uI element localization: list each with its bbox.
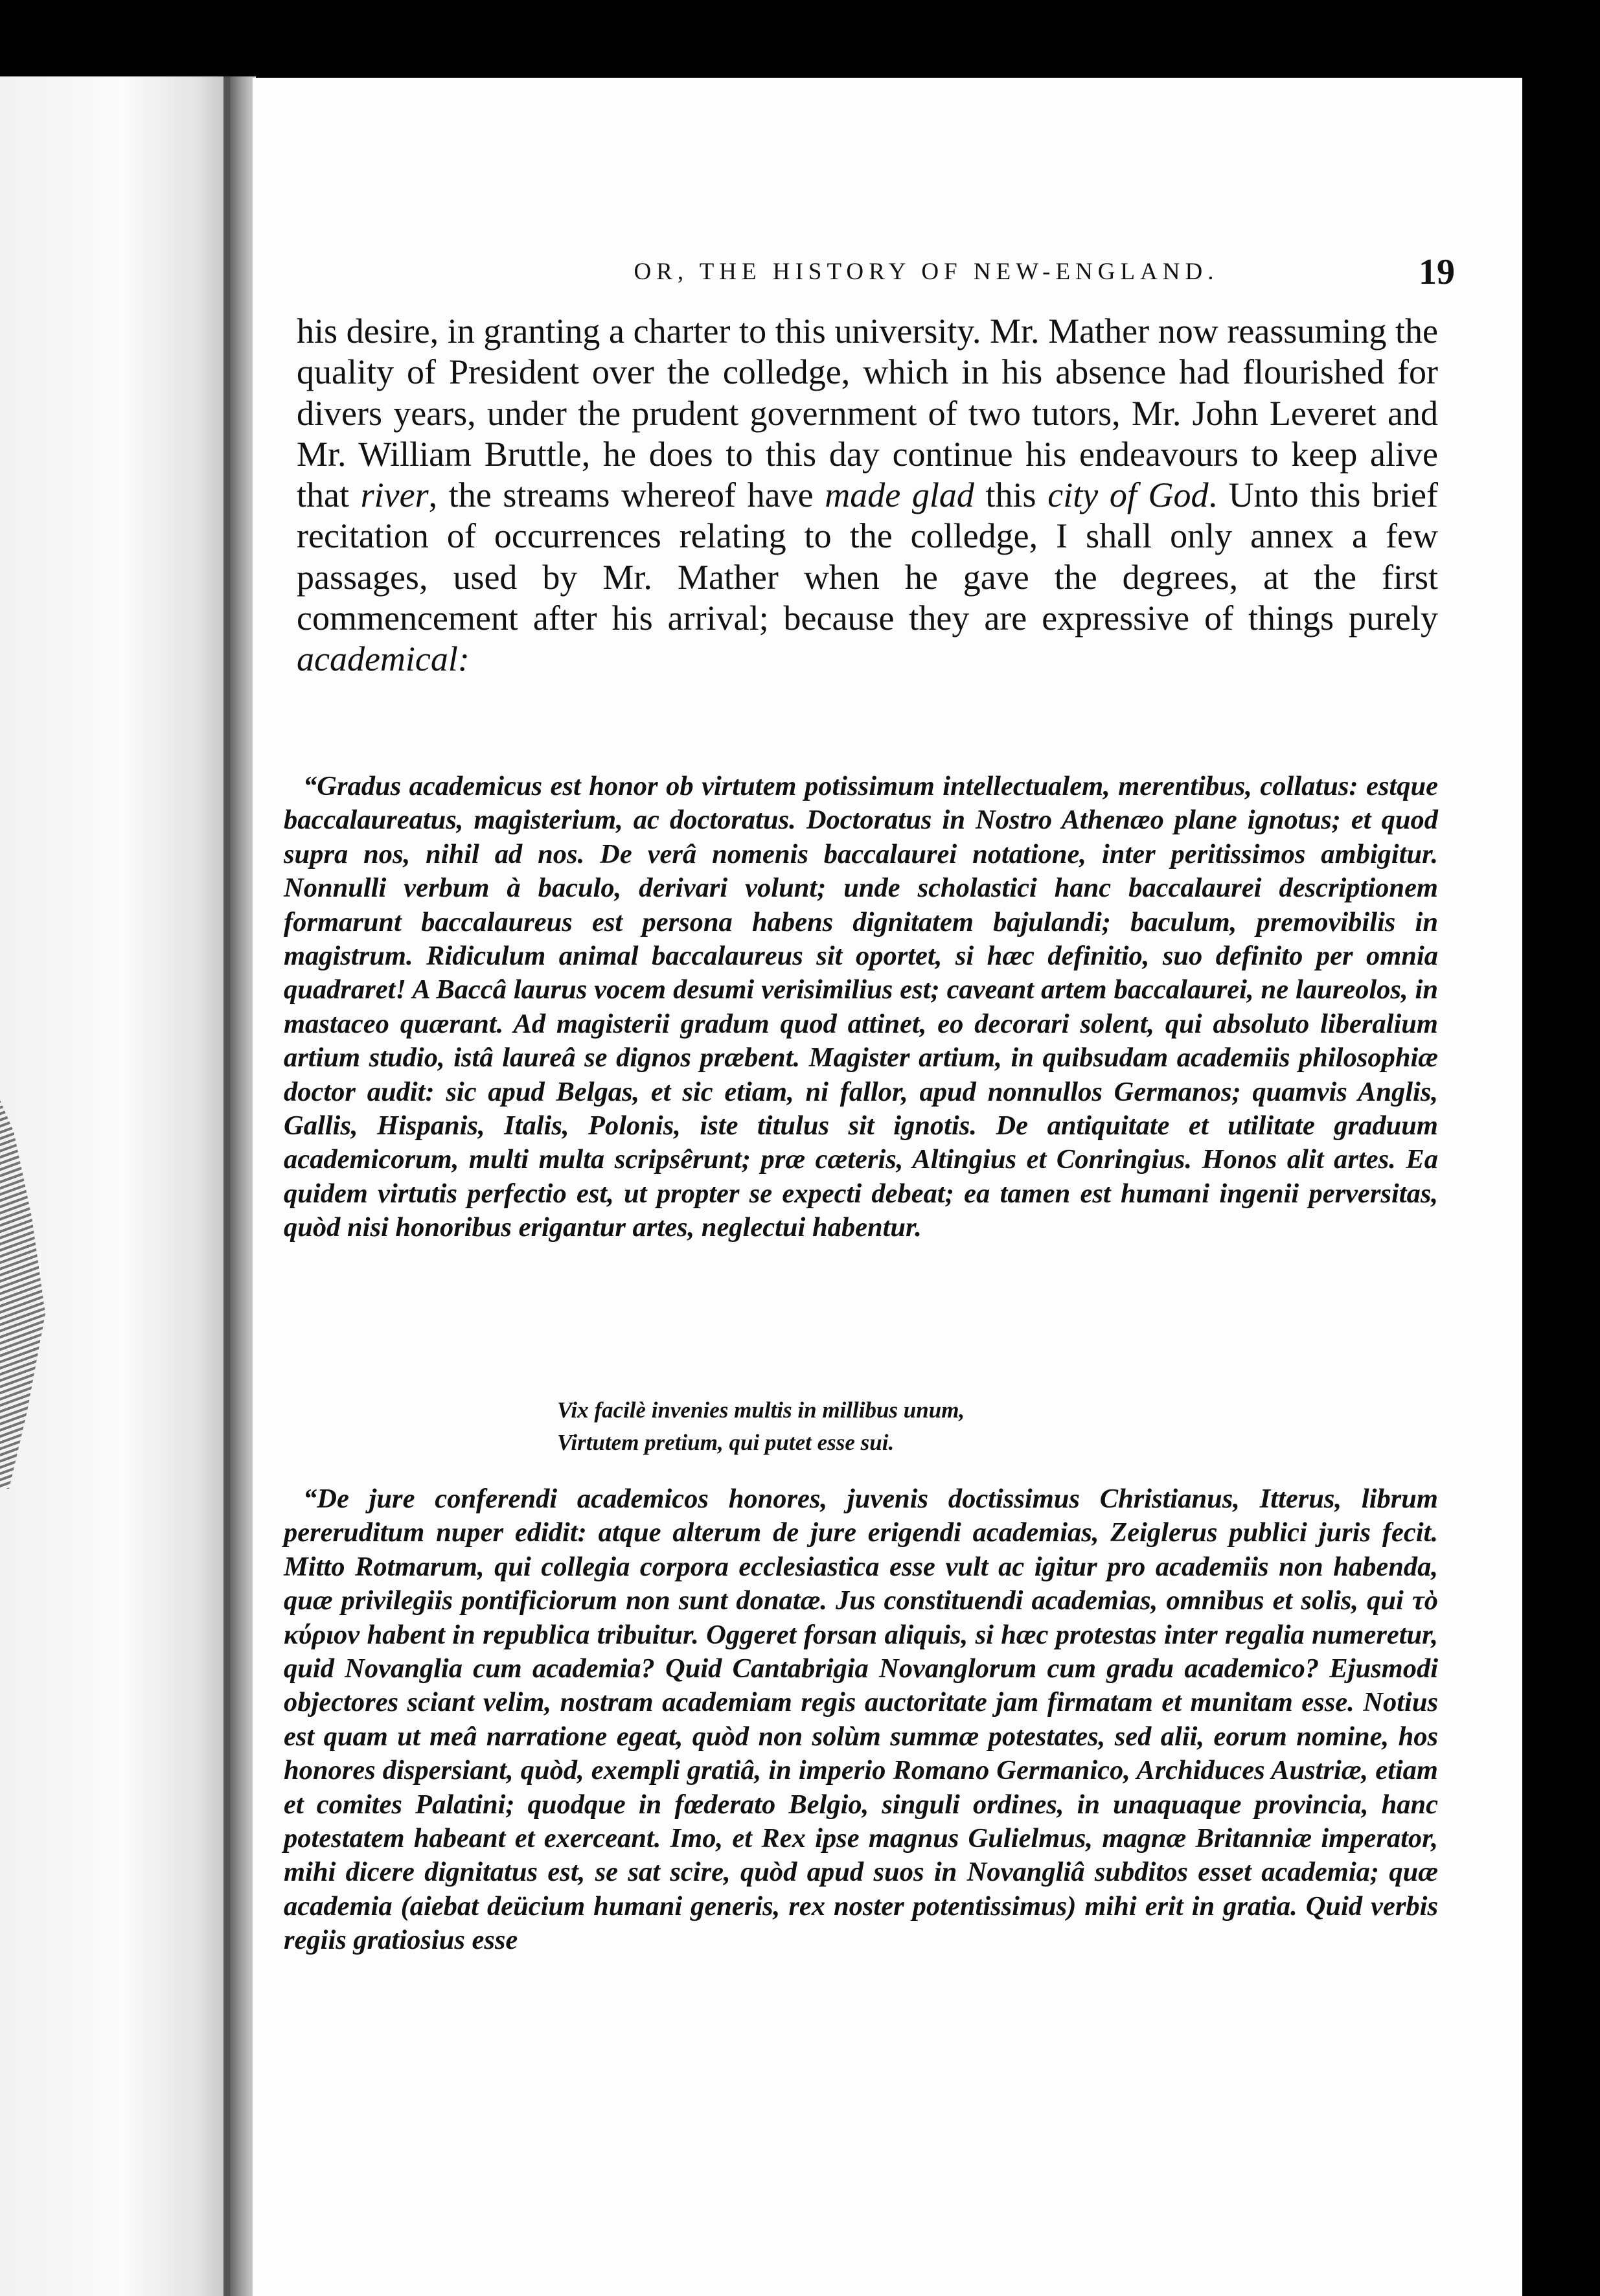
italic-made-glad: made glad bbox=[825, 476, 974, 515]
english-paragraph bbox=[297, 311, 1438, 680]
text-run: , the streams whereof have bbox=[428, 476, 825, 515]
text-run: this bbox=[974, 476, 1048, 515]
page-number: 19 bbox=[1419, 252, 1455, 292]
text-run: . Unto this brief recitation of occurrences relating to the colledge, I shall only annex a few passages, used by Mr. Mather when he gave the degrees, at the first commencement after his arrival; because they are expressive of things purely bbox=[297, 476, 1438, 638]
latin-paragraph: “Gradus academicus est honor ob virtutem potissimum intellectualem, merentibus, collatus: estque baccalaureatus, magisterium, ac doctoratus. Doctoratus in Nostro Athenæo plane ignotus; et quod supra nos, nihil ad nos. De verâ nomenis baccalaurei notatione, inter peritissimos ambigitur. Nonnulli verbum à baculo, derivari volunt; unde scholastici hanc baccalaurei descriptionem formarunt baccalaureus est persona habens dignitatem bajulandi; baculum, premovibilis in magistrum. Ridiculum animal baccalaureus sit oportet, si hæc definitio, suo definito per omnia quadraret! A Baccâ laurus vocem desumi verisimilius est; caveant artem baccalaurei, ne laureolos, in mastaceo quærant. Ad magisterii gradum quod attinet, eo decorari solent, qui absoluto liberalium artium studio, istâ laureâ se dignos præbent. Magister artium, in quibsudam academiis philosophiæ doctor audit: sic apud Belgas, et sic etiam, ni fallor, apud nonnullos Germanos; quamvis Anglis, Gallis, Hispanis, Italis, Polonis, iste titulus sit ignotis. De antiquitate et utilitate graduum academicorum, multi multa scripsêrunt; præ cæteris, Altingius et Conringius. Honos alit artes. Ea quidem virtutis perfectio est, ut propter se expecti debeat; ea tamen est humani ingenii perversitas, quòd nisi honoribus erigantur artes, neglectui habentur. bbox=[284, 771, 1438, 1243]
text-run: his desire, in granting a charter to this university. Mr. Mather now reassuming the quality of President over the colledge, which in his absence had flourished for divers years, under the prudent government of two tutors, Mr. John Leveret and Mr. William Bruttle, he does to this day continue his endeavours to keep alive that bbox=[297, 312, 1438, 515]
italic-city-of-god: city of God bbox=[1047, 476, 1209, 515]
book-page bbox=[253, 78, 1522, 2296]
italic-academical: academical: bbox=[297, 639, 470, 679]
latin-paragraph: “De jure conferendi academicos honores, juvenis doctissimus Christianus, Itterus, librum pereruditum nuper edidit: atque alterum de jure erigendi academias, Zeiglerus publici juris fecit. Mitto Rotmarum, qui collegia corpora ecclesiastica esse vult ac igitur pro academiis non habenda, quæ privilegiis pontificiorum non sunt donatæ. Jus constituendi academias, omnibus et solis, qui τὸ κύριον habent in republica tribuitur. Oggeret forsan aliquis, si hæc protestas inter regalia numeretur, quid Novanglia cum academia? Quid Cantabrigia Novanglorum cum gradu academico? Ejusmodi objectores sciant velim, nostram academiam regis auctoritate jam firmatam et munitam esse. Notius est quam ut meâ narratione egeat, quòd non solùm summæ potestates, sed alii, eorum nomine, hos honores dispersiant, quòd, exempli gratiâ, in imperio Romano Germanico, Archiduces Austriæ, etiam et comites Palatini; quodque in fœderato Belgio, singuli ordines, in unaquaque provincia, hanc potestatem habeant et exerceant. Imo, et Rex ipse magnus Gulielmus, magnæ Britanniæ imperator, mihi dicere dignitatus est, se sat scire, quòd apud suos in Novangliâ subditos esset academia; quæ academia (aiebat deücium humani generis, rex noster potentissimus) mihi erit in gratia. Quid verbis regiis gratiosius esse bbox=[284, 1484, 1438, 1956]
left-page bbox=[0, 76, 230, 2296]
verse-line-2: Virtutem pretium, qui putet esse sui. bbox=[557, 1430, 895, 1455]
running-title: OR, THE HISTORY OF NEW-ENGLAND. bbox=[634, 258, 1219, 285]
verse-line-1: Vix facilè invenies multis in millibus unum, bbox=[557, 1397, 965, 1423]
paragraph bbox=[297, 311, 1438, 680]
latin-passage-2 bbox=[284, 1482, 1438, 1958]
verse-quote bbox=[557, 1394, 1270, 1459]
latin-passage-1 bbox=[284, 770, 1438, 1245]
book-gutter bbox=[230, 76, 256, 2296]
italic-river: river bbox=[360, 476, 429, 515]
engraving-fragment bbox=[0, 1100, 45, 1489]
